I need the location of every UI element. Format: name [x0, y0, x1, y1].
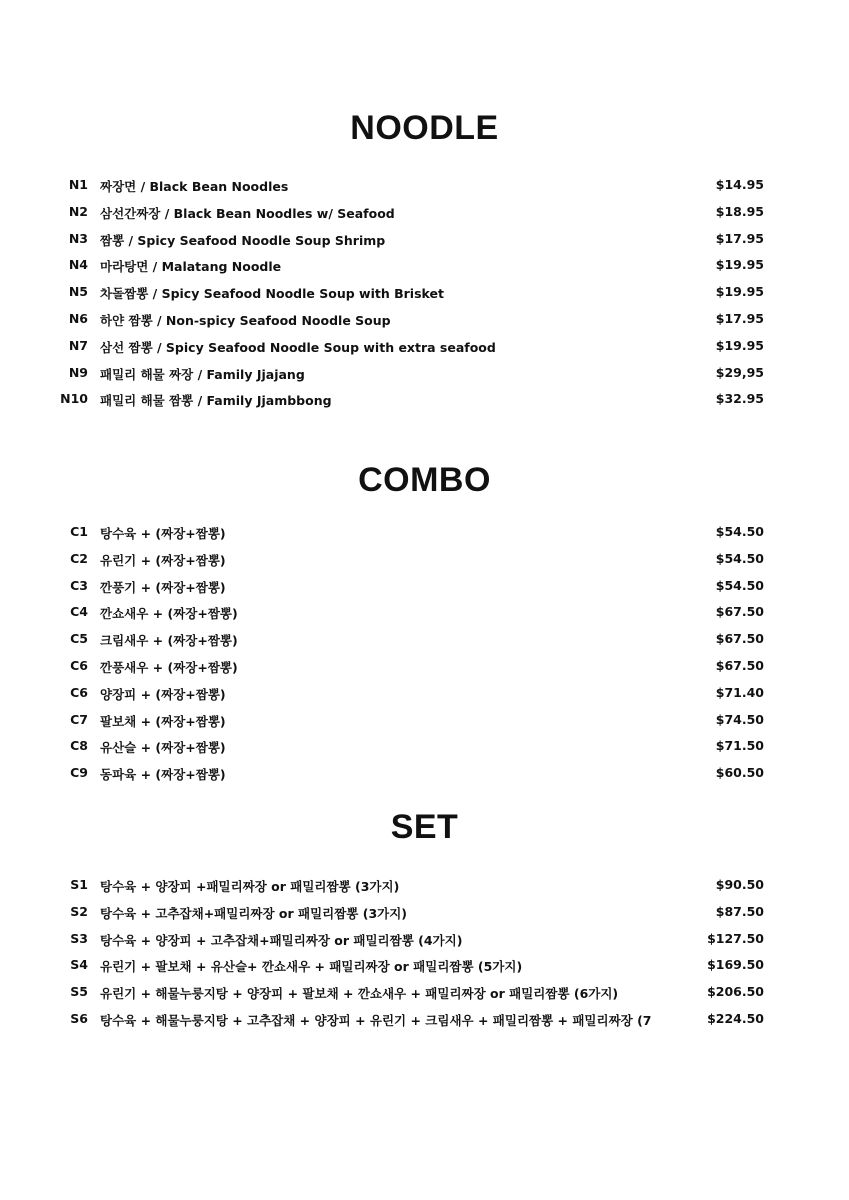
menu-item-name: 동파육 + (짜장+짬뽕) — [100, 767, 226, 783]
menu-item-row — [0, 979, 849, 1006]
menu-item-row — [0, 733, 849, 760]
menu-item-price: $169.50 — [707, 957, 764, 973]
menu-item-price: $67.50 — [715, 604, 764, 620]
menu-item-row — [0, 279, 849, 306]
menu-item-price: $224.50 — [707, 1010, 764, 1026]
menu-item-price: $60.50 — [715, 765, 764, 781]
menu-item-row — [0, 333, 849, 360]
menu-item-row — [0, 199, 849, 226]
menu-item-name: 짜장면 / Black Bean Noodles — [100, 179, 289, 194]
menu-item-row — [0, 519, 849, 546]
menu-item-name: 탕수육 + (짜장+짬뽕) — [100, 526, 226, 541]
menu-item-code: C2 — [70, 550, 88, 566]
menu-item-code: C6 — [70, 684, 88, 700]
section-title-combo: COMBO — [358, 461, 491, 499]
menu-item-code: N5 — [68, 284, 88, 300]
menu-item-name: 삼선간짜장 / Black Bean Noodles w/ Seafood — [100, 205, 395, 221]
menu-item-row — [0, 952, 849, 979]
menu-item-price: $19.95 — [715, 337, 764, 353]
menu-item-price: $74.50 — [715, 711, 764, 727]
menu-item-name: 유린기 + 해물누룽지탕 + 양장피 + 팔보채 + 깐쇼새우 + 패밀리짜장 or 패밀리짬뽕 (6가지) — [100, 986, 619, 1002]
menu-item-name: 유린기 + (짜장+짬뽕) — [100, 552, 226, 568]
menu-item-code: N9 — [68, 364, 88, 380]
menu-item-row — [0, 386, 849, 413]
menu-item-price: $54.50 — [715, 577, 764, 593]
menu-item-price: $14.95 — [715, 177, 764, 192]
menu-item-code: S5 — [70, 984, 88, 1000]
menu-item-code: S1 — [70, 877, 88, 892]
menu-item-row — [0, 899, 849, 926]
menu-item-code: C8 — [70, 738, 88, 754]
menu-item-code: C6 — [70, 657, 88, 673]
menu-item-price: $32.95 — [715, 391, 764, 407]
menu-item-price: $54.50 — [715, 550, 764, 566]
menu-item-name: 탕수육 + 해물누룽지탕 + 고추잡채 + 양장피 + 유린기 + 크림새우 + 패밀리짬뽕 + 패밀리짜장 (7 — [100, 1012, 652, 1028]
menu-item-row — [0, 680, 849, 707]
menu-item-code: N3 — [68, 230, 88, 246]
combo-menu-list — [0, 519, 849, 787]
menu-item-name: 유산슬 + (짜장+짬뽕) — [100, 740, 226, 756]
menu-item-code: N10 — [60, 391, 88, 407]
menu-item-name: 양장피 + (짜장+짬뽕) — [100, 686, 226, 702]
menu-item-name: 짬뽕 / Spicy Seafood Noodle Soup Shrimp — [100, 232, 386, 248]
menu-item-code: C3 — [70, 577, 88, 593]
menu-item-row — [0, 653, 849, 680]
menu-item-row — [0, 573, 849, 600]
menu-item-price: $17.95 — [715, 230, 764, 246]
menu-item-code: C5 — [70, 631, 88, 647]
menu-item-name: 팔보채 + (짜장+짬뽕) — [100, 713, 226, 729]
menu-item-row — [0, 626, 849, 653]
menu-item-name: 탕수육 + 양장피 +패밀리짜장 or 패밀리짬뽕 (3가지) — [100, 879, 400, 894]
menu-item-code: N2 — [68, 203, 88, 219]
menu-item-name: 크림새우 + (짜장+짬뽕) — [100, 633, 238, 649]
menu-item-name: 패밀리 해물 짬뽕 / Family Jjambbong — [100, 393, 332, 409]
menu-item-name: 삼선 짬뽕 / Spicy Seafood Noodle Soup with extra seafood — [100, 339, 496, 355]
menu-item-row — [0, 252, 849, 279]
menu-item-price: $67.50 — [715, 631, 764, 647]
menu-item-row — [0, 226, 849, 253]
menu-item-row — [0, 760, 849, 787]
menu-item-code: S6 — [70, 1010, 88, 1026]
menu-item-code: N7 — [68, 337, 88, 353]
noodle-menu-list — [0, 172, 849, 413]
menu-item-row — [0, 360, 849, 387]
menu-item-row — [0, 546, 849, 573]
menu-item-price: $71.40 — [715, 684, 764, 700]
menu-item-name: 깐풍새우 + (짜장+짬뽕) — [100, 659, 238, 675]
section-title-set: SET — [390, 808, 459, 846]
menu-item-price: $206.50 — [707, 984, 764, 1000]
menu-item-code: C4 — [70, 604, 88, 620]
menu-item-name: 탕수육 + 고추잡채+패밀리짜장 or 패밀리짬뽕 (3가지) — [100, 905, 408, 921]
menu-item-price: $19.95 — [715, 257, 764, 273]
menu-item-price: $67.50 — [715, 657, 764, 673]
menu-item-price: $17.95 — [715, 310, 764, 326]
menu-item-row — [0, 707, 849, 734]
menu-item-row — [0, 599, 849, 626]
menu-item-name: 유린기 + 팔보채 + 유산슬+ 깐쇼새우 + 패밀리짜장 or 패밀리짬뽕 (5가지) — [100, 959, 523, 975]
set-menu-list — [0, 872, 849, 1033]
menu-item-price: $87.50 — [715, 903, 764, 919]
menu-item-row — [0, 872, 849, 899]
menu-item-code: N1 — [68, 177, 88, 192]
menu-item-code: S4 — [70, 957, 88, 973]
menu-item-price: $18.95 — [715, 203, 764, 219]
menu-item-price: $19.95 — [715, 284, 764, 300]
menu-item-name: 깐쇼새우 + (짜장+짬뽕) — [100, 606, 238, 622]
menu-item-name: 마라탕면 / Malatang Noodle — [100, 259, 282, 275]
menu-item-row — [0, 1006, 849, 1033]
menu-item-price: $127.50 — [707, 930, 764, 946]
menu-item-row — [0, 926, 849, 953]
menu-item-code: C7 — [70, 711, 88, 727]
menu-item-price: $29,95 — [715, 364, 764, 380]
menu-item-name: 하얀 짬뽕 / Non-spicy Seafood Noodle Soup — [100, 312, 391, 328]
menu-item-code: S3 — [70, 930, 88, 946]
menu-item-code: C9 — [70, 765, 88, 781]
menu-item-price: $71.50 — [715, 738, 764, 754]
menu-item-name: 차돌짬뽕 / Spicy Seafood Noodle Soup with Brisket — [100, 286, 444, 302]
menu-item-code: N6 — [68, 310, 88, 326]
menu-item-price: $90.50 — [715, 877, 764, 892]
menu-item-price: $54.50 — [715, 524, 764, 539]
menu-item-name: 패밀리 해물 짜장 / Family Jjajang — [100, 366, 305, 382]
menu-item-name: 탕수육 + 양장피 + 고추잡채+패밀리짜장 or 패밀리짬뽕 (4가지) — [100, 932, 463, 948]
menu-item-row — [0, 306, 849, 333]
section-title-noodle: NOODLE — [350, 109, 499, 147]
menu-item-row — [0, 172, 849, 199]
menu-item-name: 깐풍기 + (짜장+짬뽕) — [100, 579, 226, 595]
menu-item-code: C1 — [70, 524, 88, 539]
menu-item-code: S2 — [70, 903, 88, 919]
menu-item-code: N4 — [68, 257, 88, 273]
